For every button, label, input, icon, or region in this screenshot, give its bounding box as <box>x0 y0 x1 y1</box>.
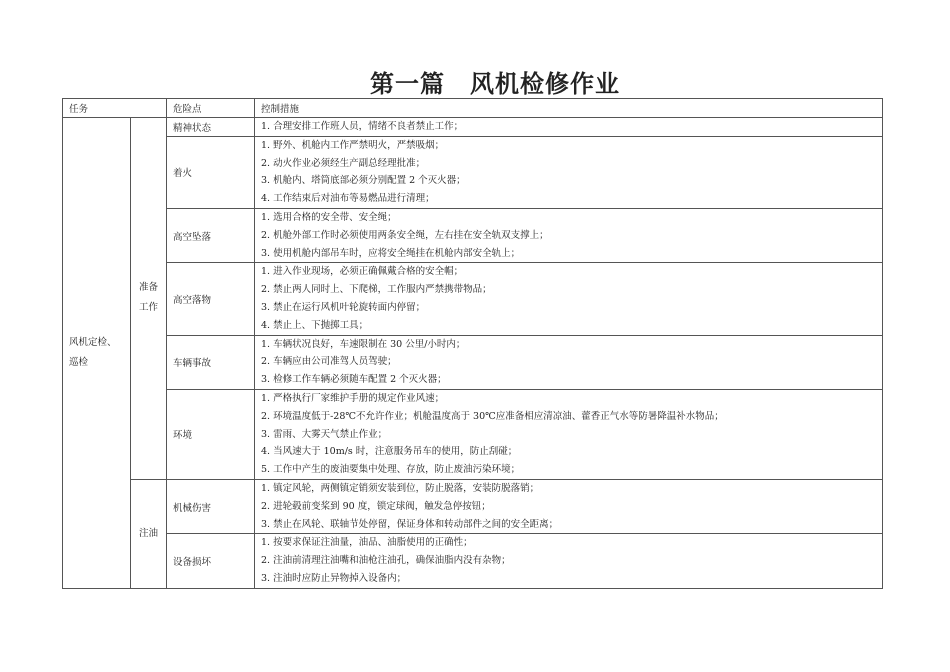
measure-item: 1. 野外、机舱内工作严禁明火，严禁吸烟； <box>261 139 445 151</box>
subtask-cell: 注油 <box>131 479 167 588</box>
measures-cell <box>255 534 883 588</box>
measure-item: 1. 选用合格的安全带、安全绳； <box>261 211 397 223</box>
hazard-cell: 高空落物 <box>167 263 255 335</box>
measures-cell <box>255 389 883 479</box>
table-row <box>63 534 883 588</box>
measure-item: 3. 禁止在风轮、联轴节处停留，保证身体和转动部件之间的安全距离； <box>261 518 559 530</box>
hazard-cell: 精神状态 <box>167 118 255 137</box>
table-row <box>63 479 883 533</box>
hazard-cell: 环境 <box>167 389 255 479</box>
table-row <box>63 208 883 262</box>
measure-item: 2. 动火作业必须经生产副总经理批准； <box>261 157 426 169</box>
measure-item: 1. 进入作业现场，必须正确佩戴合格的安全帽； <box>261 266 464 278</box>
table-row <box>63 335 883 389</box>
header-hazard: 危险点 <box>167 99 255 118</box>
table-row <box>63 136 883 208</box>
measure-item: 3. 注油时应防止异物掉入设备内； <box>261 572 407 584</box>
measure-item: 1. 车辆状况良好，车速限制在 30 公里/小时内； <box>261 338 466 350</box>
measure-item: 2. 禁止两人同时上、下爬梯，工作服内严禁携带物品； <box>261 284 492 296</box>
table-row <box>63 389 883 479</box>
measures-cell <box>255 335 883 389</box>
hazard-control-table <box>62 98 883 589</box>
table-row <box>63 118 883 137</box>
measure-item: 4. 当风速大于 10m/s 时，注意服务吊车的使用，防止刮碰； <box>261 446 518 458</box>
hazard-cell: 高空坠落 <box>167 208 255 262</box>
header-measures: 控制措施 <box>255 99 883 118</box>
measure-item: 3. 雷雨、大雾天气禁止作业； <box>261 428 388 440</box>
measure-item: 2. 注油前清理注油嘴和油枪注油孔，确保油脂内没有杂物； <box>261 555 511 567</box>
measure-item: 1. 按要求保证注油量，油品、油脂使用的正确性； <box>261 537 473 549</box>
measure-item: 3. 禁止在运行风机叶轮旋转面内停留； <box>261 301 426 313</box>
measure-item: 2. 车辆应由公司准驾人员驾驶； <box>261 356 397 368</box>
hazard-cell: 设备损坏 <box>167 534 255 588</box>
measure-item: 5. 工作中产生的废油要集中处理、存放，防止废油污染环境； <box>261 464 521 476</box>
measure-item: 3. 检修工作车辆必须随车配置 2 个灭火器； <box>261 374 447 386</box>
measure-item: 4. 工作结束后对油布等易燃品进行清理； <box>261 193 435 205</box>
measure-item: 1. 镇定风轮，两侧镇定销须安装到位，防止脱落，安装防脱落销； <box>261 482 540 494</box>
subtask-cell: 准备工作 <box>131 118 167 480</box>
measure-item: 3. 使用机舱内部吊车时，应将安全绳挂在机舱内部安全轨上； <box>261 247 521 259</box>
measure-item: 3. 机舱内、塔筒底部必须分别配置 2 个灭火器； <box>261 175 466 187</box>
task-cell: 风机定检、巡检 <box>63 118 131 589</box>
hazard-cell: 着火 <box>167 136 255 208</box>
header-task: 任务 <box>63 99 167 118</box>
page-title: 第一篇 风机检修作业 <box>370 69 620 98</box>
measures-cell <box>255 208 883 262</box>
measure-item: 2. 进轮毂前变桨到 90 度，锁定球阀，触发急停按钮； <box>261 500 491 512</box>
measures-cell <box>255 263 883 335</box>
table-row <box>63 263 883 335</box>
measure-item: 1. 合理安排工作班人员，情绪不良者禁止工作； <box>261 121 464 132</box>
table-header-row <box>63 99 883 118</box>
measures-cell <box>255 136 883 208</box>
measure-item: 1. 严格执行厂家维护手册的规定作业风速； <box>261 392 445 404</box>
measure-item: 2. 环境温度低于-28℃不允许作业；机舱温度高于 30℃应准备相应清凉油、藿香正气水等防暑降温补水物品； <box>261 410 724 422</box>
measures-cell <box>255 479 883 533</box>
hazard-cell: 车辆事故 <box>167 335 255 389</box>
hazard-cell: 机械伤害 <box>167 479 255 533</box>
measure-item: 2. 机舱外部工作时必须使用两条安全绳，左右挂在安全轨双支撑上； <box>261 229 549 241</box>
measures-cell <box>255 118 883 137</box>
measure-item: 4. 禁止上、下抛掷工具； <box>261 319 369 331</box>
